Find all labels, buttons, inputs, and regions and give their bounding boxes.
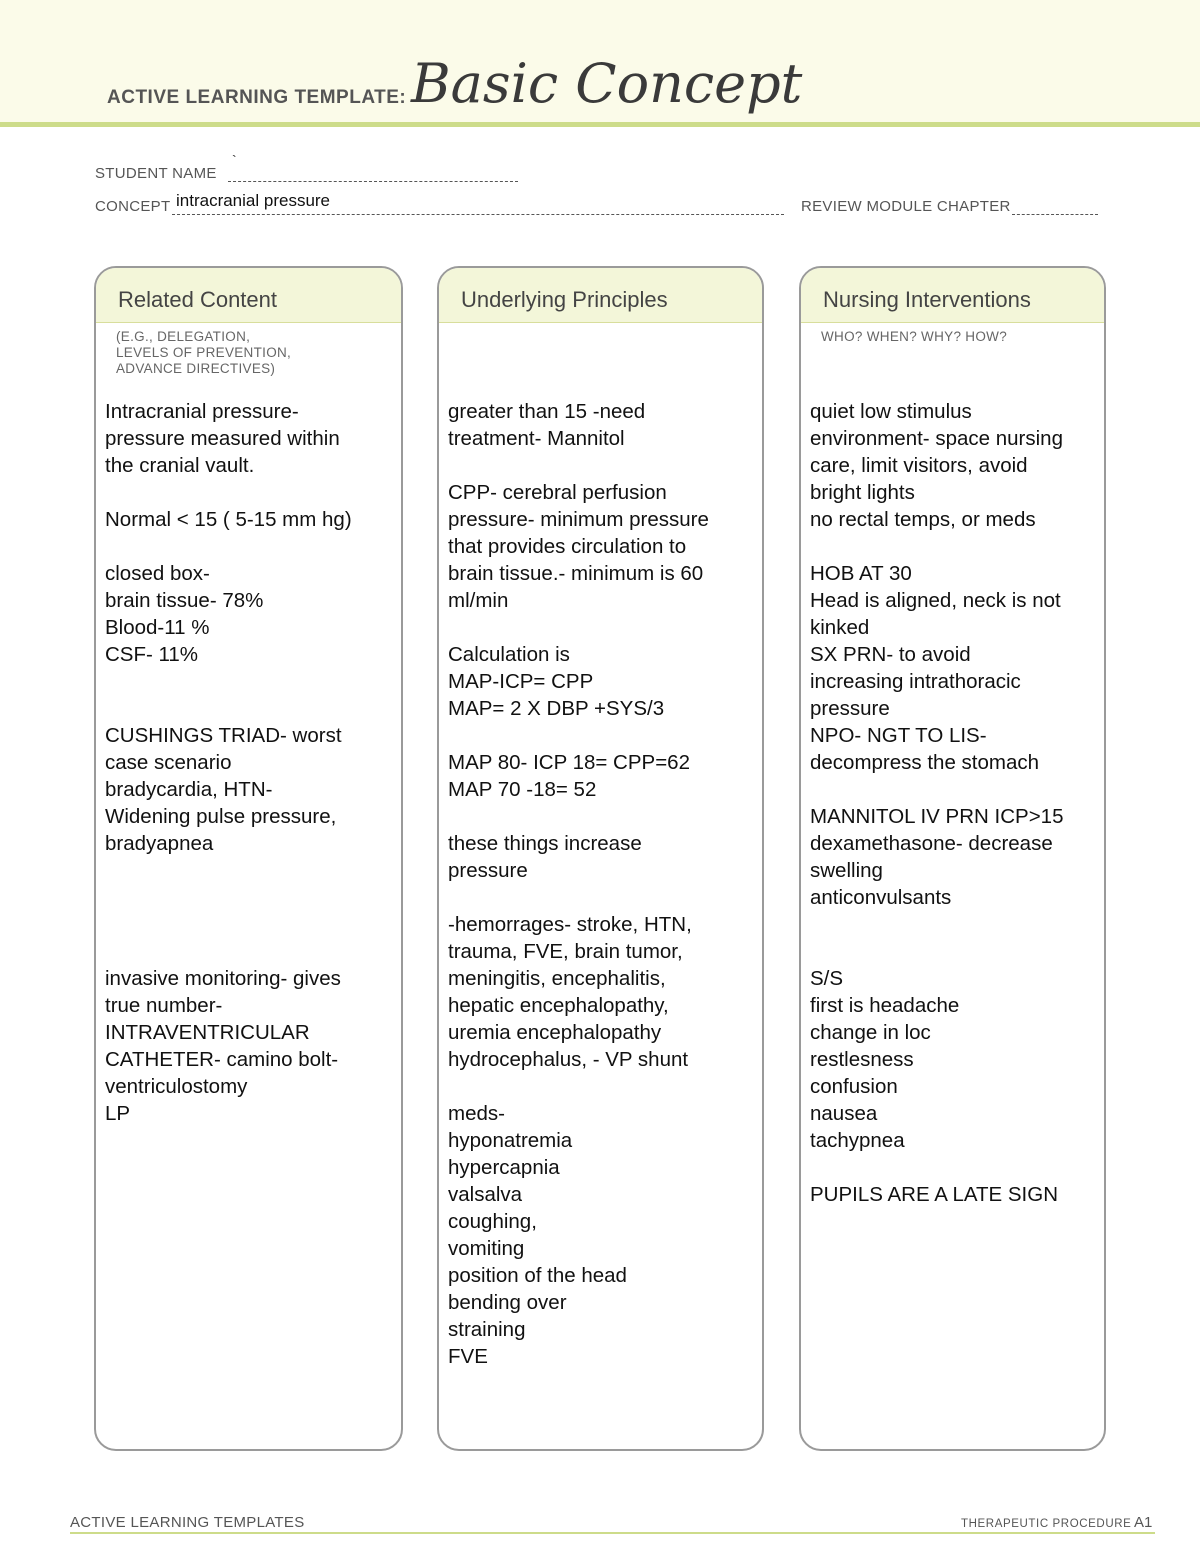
panel-title: Underlying Principles bbox=[461, 287, 668, 312]
panel-subtitle: WHO? WHEN? WHY? HOW? bbox=[821, 329, 1008, 344]
review-module-line[interactable] bbox=[1012, 214, 1098, 215]
concept-line bbox=[172, 214, 784, 215]
panel-nursing-interventions bbox=[799, 266, 1106, 1451]
footer-left: ACTIVE LEARNING TEMPLATES bbox=[70, 1514, 305, 1531]
panel-title: Related Content bbox=[118, 287, 277, 312]
footer-page-number: A1 bbox=[1134, 1514, 1153, 1531]
footer-right: THERAPEUTIC PROCEDURE bbox=[961, 1518, 1132, 1530]
concept-label: CONCEPT bbox=[95, 198, 171, 215]
header-rule bbox=[0, 122, 1200, 127]
template-label: ACTIVE LEARNING TEMPLATE: bbox=[107, 87, 407, 108]
panel-related-content bbox=[94, 266, 403, 1451]
panel-title: Nursing Interventions bbox=[823, 287, 1031, 312]
concept-value[interactable]: intracranial pressure bbox=[176, 191, 331, 210]
panel-body[interactable]: quiet low stimulus environment- space nursing care, limit visitors, avoid bright lights no rectal temps, or meds HOB AT 30 Head is aligned, neck is not kinked SX PRN- to avoid increasing intrathoracic pressure NPO- NGT TO LIS- decompress the stomach MANNITOL IV PRN ICP>15 dexamethasone- decrease swelling anticonvulsants S/S first is headache change in loc restlesness confusion nausea tachypnea PUPILS ARE A LATE SIGN bbox=[810, 400, 1064, 1206]
student-name-label: STUDENT NAME bbox=[95, 165, 217, 182]
template-title: Basic Concept bbox=[411, 52, 803, 115]
student-name-value[interactable]: ` bbox=[232, 152, 237, 168]
student-name-line bbox=[228, 181, 518, 182]
panel-underlying-principles bbox=[437, 266, 764, 1451]
footer-rule bbox=[70, 1532, 1155, 1534]
panel-body[interactable]: Intracranial pressure- pressure measured within the cranial vault. Normal < 15 ( 5-15 mm hg) closed box- brain tissue- 78% Blood-11 % CSF- 11% CUSHINGS TRIAD- worst case scenario bradycardia, HTN- Widening pulse pressure, bradyapnea invasive monitoring- gives true number- INTRAVENTRICULAR CATHETER- camino bolt- ventriculostomy LP bbox=[105, 400, 352, 1125]
panel-body[interactable]: greater than 15 -need treatment- Mannitol CPP- cerebral perfusion pressure- minimum pressure that provides circulation to brain tissue.- minimum is 60 ml/min Calculation is MAP-ICP= CPP MAP= 2 X DBP +SYS/3 MAP 80- ICP 18= CPP=62 MAP 70 -18= 52 these things increase pressure -hemorrages- stroke, HTN, trauma, FVE, brain tumor, meningitis, encephalitis, hepatic encephalopathy, uremia encephalopathy hydrocephalus, - VP shunt meds- hyponatremia hypercapnia valsalva coughing, vomiting position of the head bending over straining FVE bbox=[448, 400, 709, 1368]
panel-subtitle: (E.G., DELEGATION, LEVELS OF PREVENTION, ADVANCE DIRECTIVES) bbox=[116, 329, 292, 376]
review-module-label: REVIEW MODULE CHAPTER bbox=[801, 198, 1011, 215]
